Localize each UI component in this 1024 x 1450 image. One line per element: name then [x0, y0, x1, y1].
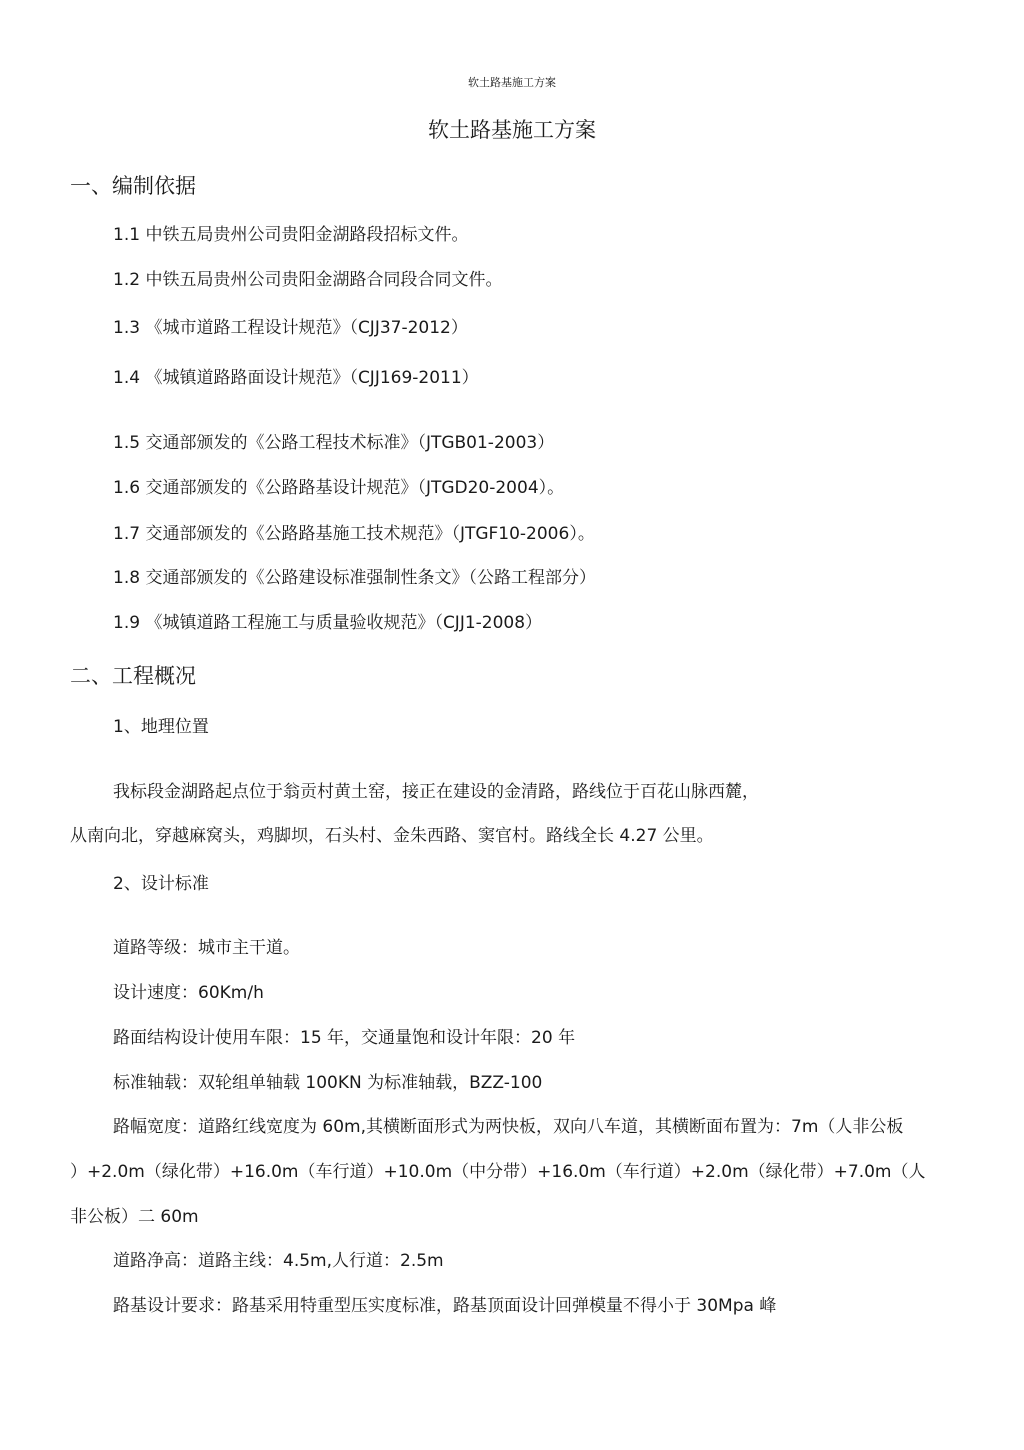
- basis-item-1-2: 1.2 中铁五局贵州公司贵阳金湖路合同段合同文件。: [113, 270, 503, 290]
- road-width-line-3: 非公板）二 60m: [70, 1207, 199, 1227]
- location-text-line-1: 我标段金湖路起点位于翁贡村黄土窑，接正在建设的金清路，路线位于百花山脉西麓，: [113, 782, 759, 802]
- road-grade-text: 道路等级：城市主干道。: [113, 938, 300, 958]
- basis-item-1-7: 1.7 交通部颁发的《公路路基施工技术规范》（JTGF10-2006）。: [113, 524, 595, 544]
- section-heading-basis: 一、编制依据: [70, 174, 196, 198]
- basis-item-1-5: 1.5 交通部颁发的《公路工程技术标准》（JTGB01-2003）: [113, 433, 555, 453]
- road-width-line-1: 路幅宽度：道路红线宽度为 60m,其横断面形式为两快板，双向八车道，其横断面布置为：7m（人非公板: [113, 1117, 904, 1137]
- subheading-design-standard: 2、设计标准: [113, 874, 209, 894]
- subgrade-requirement-text: 路基设计要求：路基采用特重型压实度标准，路基顶面设计回弹模量不得小于 30Mpa 峰: [113, 1296, 777, 1316]
- section-heading-overview: 二、工程概况: [70, 664, 196, 688]
- basis-item-1-4: 1.4 《城镇道路路面设计规范》（CJJ169-2011）: [113, 368, 479, 388]
- basis-item-1-8: 1.8 交通部颁发的《公路建设标准强制性条文》（公路工程部分）: [113, 568, 596, 588]
- subheading-location: 1、地理位置: [113, 717, 209, 737]
- clearance-text: 道路净高：道路主线：4.5m,人行道：2.5m: [113, 1251, 444, 1271]
- axle-load-text: 标准轴载：双轮组单轴载 100KN 为标准轴载，BZZ-100: [113, 1073, 543, 1093]
- road-width-line-2: ）+2.0m（绿化带）+16.0m（车行道）+10.0m（中分带）+16.0m（车行道）+2.0m（绿化带）+7.0m（人: [70, 1162, 926, 1182]
- basis-item-1-1: 1.1 中铁五局贵州公司贵阳金湖路段招标文件。: [113, 225, 469, 245]
- pavement-life-text: 路面结构设计使用车限：15 年，交通量饱和设计年限：20 年: [113, 1028, 576, 1048]
- running-header: 软土路基施工方案: [468, 76, 556, 89]
- location-text-line-2: 从南向北，穿越麻窝头，鸡脚坝，石头村、金朱西路、窦官村。路线全长 4.27 公里。: [70, 826, 714, 846]
- basis-item-1-3: 1.3 《城市道路工程设计规范》（CJJ37-2012）: [113, 318, 468, 338]
- basis-item-1-9: 1.9 《城镇道路工程施工与质量验收规范》（CJJ1-2008）: [113, 613, 543, 633]
- design-speed-text: 设计速度：60Km/h: [113, 983, 264, 1003]
- document-title: 软土路基施工方案: [428, 118, 596, 142]
- basis-item-1-6: 1.6 交通部颁发的《公路路基设计规范》（JTGD20-2004）。: [113, 478, 565, 498]
